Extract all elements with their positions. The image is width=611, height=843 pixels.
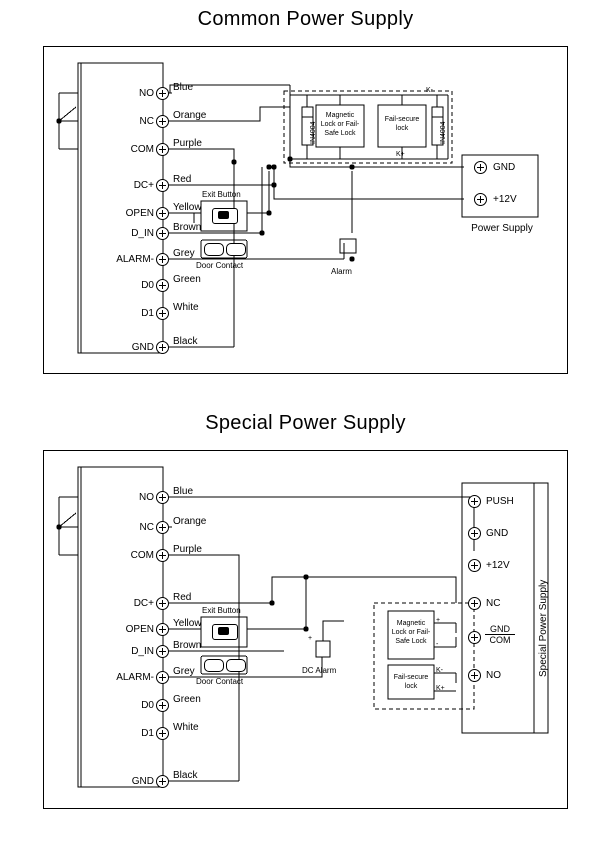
terminal-label-din: D_IN xyxy=(131,228,154,239)
terminal-label-no: NO xyxy=(139,88,154,99)
special-power-supply-label: Special Power Supply xyxy=(538,579,549,677)
magnetic-lock-label-2: Magnetic Lock or Fail-Safe Lock xyxy=(391,620,431,645)
terminal-label-d1-2: D1 xyxy=(141,728,154,739)
magnetic-lock-label: Magnetic Lock or Fail-Safe Lock xyxy=(320,112,360,137)
sps-terminal-gndcom xyxy=(468,631,481,644)
dc-alarm-plus-label: + xyxy=(308,635,313,642)
door-contact-graphic-a-2 xyxy=(204,659,224,672)
terminal-open xyxy=(156,207,169,220)
fail-secure-lock-label: Fail-secure lock xyxy=(384,116,420,132)
terminal-label-nc-2: NC xyxy=(139,522,154,533)
terminal-label-d0-2: D0 xyxy=(141,700,154,711)
terminal-d0-2 xyxy=(156,699,169,712)
wire-label-grey: Grey xyxy=(173,248,195,259)
terminal-open-2 xyxy=(156,623,169,636)
wire-label-orange: Orange xyxy=(173,110,207,121)
terminal-din-2 xyxy=(156,645,169,658)
ps-terminal-gnd xyxy=(474,161,487,174)
terminal-label-open: OPEN xyxy=(125,208,154,219)
wire-label-orange-2: Orange xyxy=(173,516,207,527)
exit-button-dot-2 xyxy=(218,627,229,635)
sps-terminal-12v-label: +12V xyxy=(486,560,510,571)
terminal-label-no-2: NO xyxy=(139,492,154,503)
terminal-no xyxy=(156,87,169,100)
lock-k-plus-label: K+ xyxy=(396,151,405,158)
terminal-label-com-2: COM xyxy=(130,550,154,561)
wire-label-blue-2: Blue xyxy=(173,486,194,497)
wire-label-yellow-2: Yellow xyxy=(173,618,202,629)
terminal-dcplus xyxy=(156,179,169,192)
wire-label-yellow: Yellow xyxy=(173,202,202,213)
sps-terminal-gndcom-label xyxy=(485,624,515,645)
wire-label-green: Green xyxy=(173,274,201,285)
sps-terminal-nc xyxy=(468,597,481,610)
terminal-label-dcplus-2: DC+ xyxy=(133,598,154,609)
sps-terminal-12v xyxy=(468,559,481,572)
power-supply-label: Power Supply xyxy=(471,223,533,234)
magnetic-lock-plus-label: + xyxy=(436,617,441,624)
fail-secure-k-minus-label: K- xyxy=(436,667,443,674)
terminal-label-din-2: D_IN xyxy=(131,646,154,657)
magnetic-lock-minus-label: - xyxy=(436,641,439,648)
sps-terminal-nc-label: NC xyxy=(486,598,501,609)
fail-secure-k-plus-label: K+ xyxy=(436,685,445,692)
door-contact-label: Door Contact xyxy=(196,261,244,270)
wire-label-black: Black xyxy=(173,336,198,347)
terminal-label-d0: D0 xyxy=(141,280,154,291)
panel-special-power-supply xyxy=(0,400,611,843)
wire-label-brown: Brown xyxy=(173,222,202,233)
wire-label-red-2: Red xyxy=(173,592,192,603)
sps-terminal-no-label: NO xyxy=(486,670,501,681)
wire-label-blue: Blue xyxy=(173,82,194,93)
terminal-label-dcplus: DC+ xyxy=(133,180,154,191)
terminal-alarm xyxy=(156,253,169,266)
sps-terminal-gnd xyxy=(468,527,481,540)
sps-terminal-push xyxy=(468,495,481,508)
diagram-frame-common xyxy=(43,46,568,374)
door-contact-graphic-a xyxy=(204,243,224,256)
alarm-label: Alarm xyxy=(331,267,352,276)
fail-secure-lock-label-2: Fail-secure lock xyxy=(393,674,429,690)
terminal-label-d1: D1 xyxy=(141,308,154,319)
terminal-nc xyxy=(156,115,169,128)
terminal-label-alarm-2: ALARM- xyxy=(116,672,154,683)
sps-terminal-push-label: PUSH xyxy=(486,496,514,507)
ps-terminal-gnd-label: GND xyxy=(493,162,516,173)
terminal-label-gnd: GND xyxy=(131,342,154,353)
door-contact-label-2: Door Contact xyxy=(196,677,244,686)
exit-button-label-2: Exit Button xyxy=(202,606,241,615)
terminal-d0 xyxy=(156,279,169,292)
terminal-dcplus-2 xyxy=(156,597,169,610)
sps-terminal-gnd-label: GND xyxy=(486,528,509,539)
wire-label-purple-2: Purple xyxy=(173,544,202,555)
terminal-no-2 xyxy=(156,491,169,504)
diode-right-label: IN4004 xyxy=(440,121,447,144)
terminal-com-2 xyxy=(156,549,169,562)
terminal-label-alarm: ALARM- xyxy=(116,254,154,265)
terminal-d1-2 xyxy=(156,727,169,740)
lock-k-minus-label: K- xyxy=(426,87,433,94)
terminal-nc-2 xyxy=(156,521,169,534)
terminal-label-com: COM xyxy=(130,144,154,155)
door-contact-graphic-b-2 xyxy=(226,659,246,672)
sps-gndcom-line2: COM xyxy=(489,635,511,645)
terminal-gnd xyxy=(156,341,169,354)
sps-gndcom-line1: GND xyxy=(485,624,515,635)
terminal-com xyxy=(156,143,169,156)
page-title-common: Common Power Supply xyxy=(197,8,414,30)
terminal-label-nc: NC xyxy=(139,116,154,127)
ps-terminal-12v xyxy=(474,193,487,206)
page-title-special: Special Power Supply xyxy=(205,412,406,434)
wire-label-grey-2: Grey xyxy=(173,666,195,677)
terminal-gnd-2 xyxy=(156,775,169,788)
wire-label-black-2: Black xyxy=(173,770,198,781)
wire-label-purple: Purple xyxy=(173,138,202,149)
panel-common-power-supply xyxy=(0,0,611,400)
wire-label-green-2: Green xyxy=(173,694,201,705)
dc-alarm-label: DC Alarm xyxy=(302,666,337,675)
exit-button-label: Exit Button xyxy=(202,190,241,199)
diagram-frame-special xyxy=(43,450,568,809)
door-contact-graphic-b xyxy=(226,243,246,256)
diode-left-label: IN4004 xyxy=(310,121,317,144)
terminal-label-open-2: OPEN xyxy=(125,624,154,635)
exit-button-dot xyxy=(218,211,229,219)
wire-label-brown-2: Brown xyxy=(173,640,202,651)
terminal-alarm-2 xyxy=(156,671,169,684)
wire-label-white-2: White xyxy=(173,722,199,733)
ps-terminal-12v-label: +12V xyxy=(493,194,517,205)
wire-label-white: White xyxy=(173,302,199,313)
terminal-d1 xyxy=(156,307,169,320)
terminal-label-gnd-2: GND xyxy=(131,776,154,787)
sps-terminal-no xyxy=(468,669,481,682)
wire-label-red: Red xyxy=(173,174,192,185)
terminal-din xyxy=(156,227,169,240)
